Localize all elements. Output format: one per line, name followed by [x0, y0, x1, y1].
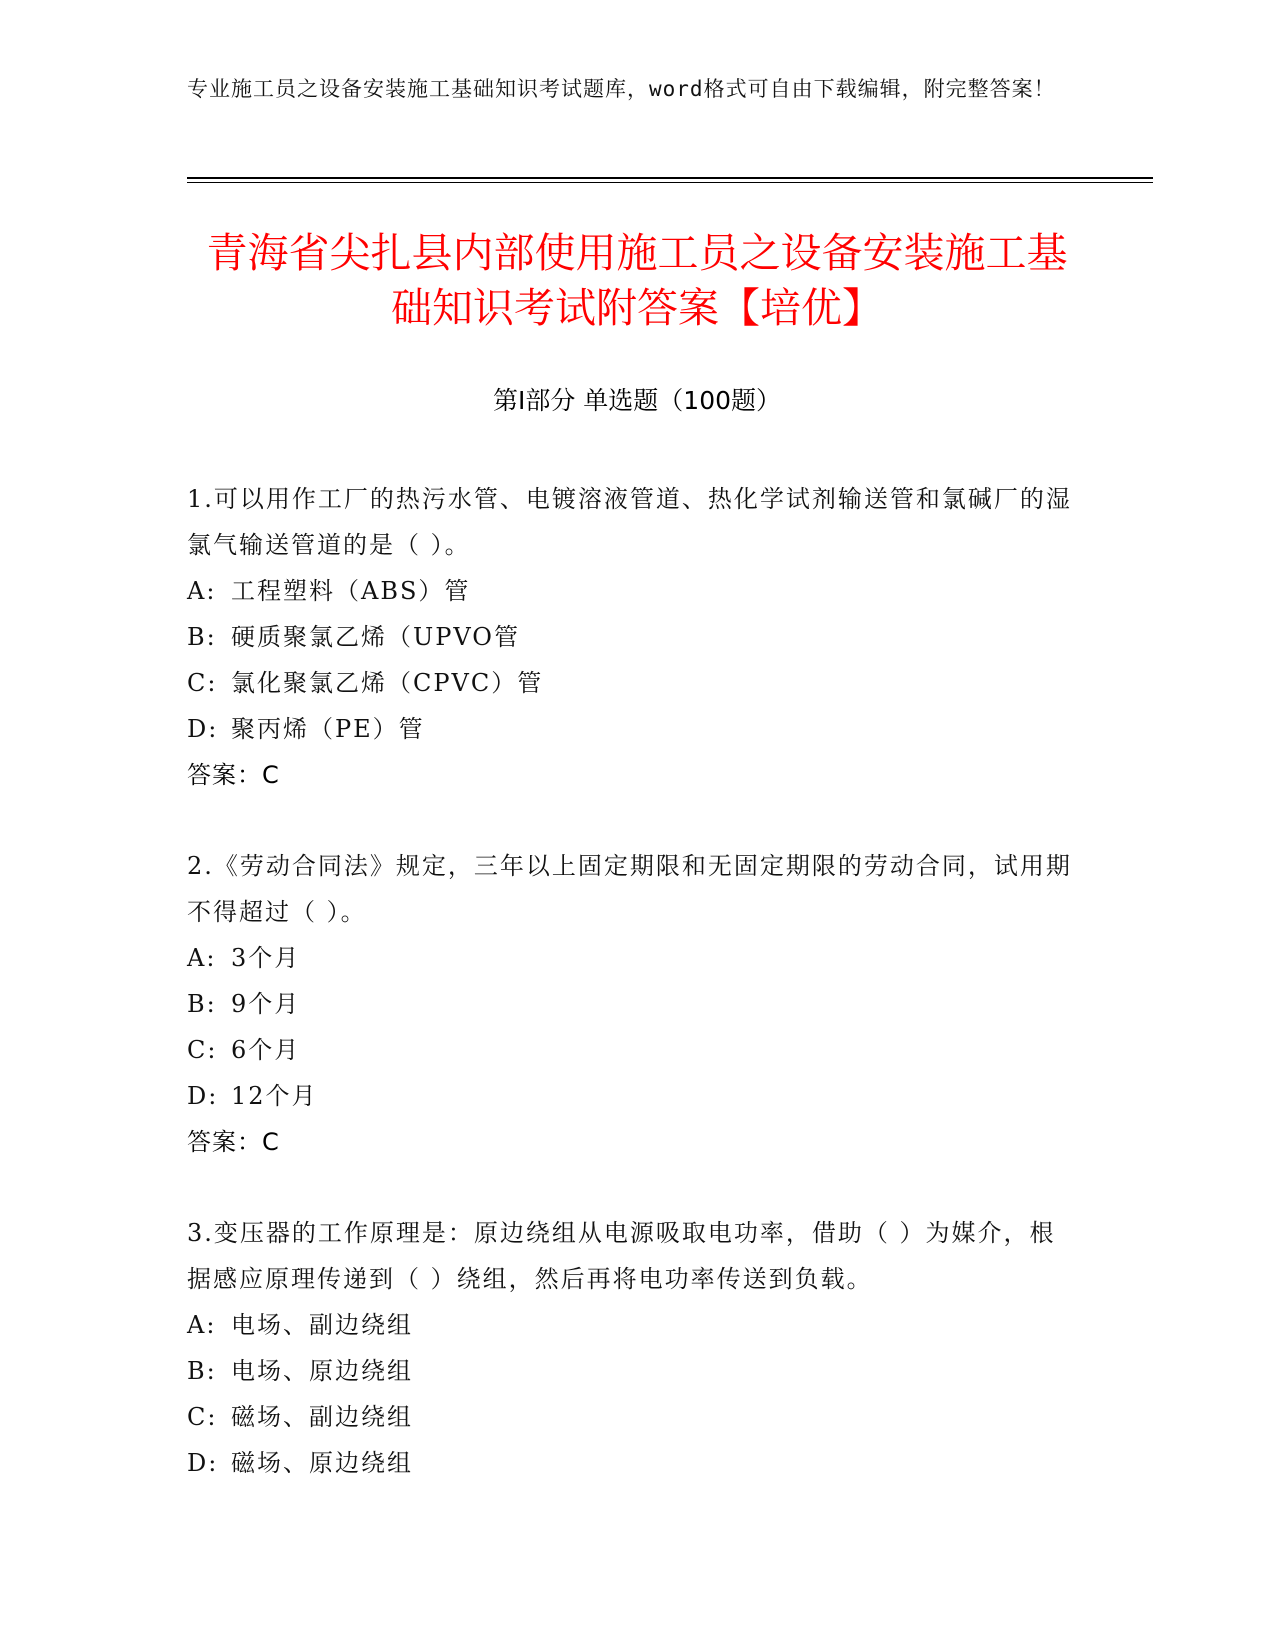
- question-1: [187, 476, 1072, 798]
- option-d: [187, 1073, 1072, 1119]
- answer-line: 答案：C: [187, 761, 280, 789]
- question-stem: 2.《劳动合同法》规定，三年以上固定期限和无固定期限的劳动合同，试用期不得超过（ ）。: [187, 852, 1072, 926]
- option-b: [187, 614, 1072, 660]
- document-title: 青海省尖扎县内部使用施工员之设备安装施工基础知识考试附答案【培优】: [206, 229, 1068, 332]
- header-divider-thin: [187, 182, 1153, 183]
- question-3: [187, 1210, 1072, 1486]
- option-text: 氯化聚氯乙烯（CPVC）管: [231, 669, 544, 697]
- option-text: 磁场、原边绕组: [231, 1449, 413, 1477]
- option-key: D:: [187, 1449, 219, 1477]
- question-stem: 3.变压器的工作原理是：原边绕组从电源吸取电功率，借助（ ）为媒介，根据感应原理传递到（ ）绕组，然后再将电功率传送到负载。: [187, 1219, 1056, 1293]
- option-text: 3个月: [231, 944, 301, 972]
- question-2: [187, 843, 1072, 1165]
- option-key: A:: [187, 1311, 217, 1339]
- answer-line: 答案：C: [187, 1128, 280, 1156]
- option-key: A:: [187, 577, 217, 605]
- option-text: 工程塑料（ABS）管: [231, 577, 471, 605]
- option-a: [187, 935, 1072, 981]
- option-a: [187, 1302, 1072, 1348]
- question-list: [187, 476, 1072, 1531]
- option-key: D:: [187, 715, 219, 743]
- option-text: 6个月: [231, 1036, 301, 1064]
- option-text: 9个月: [231, 990, 301, 1018]
- question-stem: 1.可以用作工厂的热污水管、电镀溶液管道、热化学试剂输送管和氯碱厂的湿氯气输送管道的是（ ）。: [187, 485, 1072, 559]
- option-c: [187, 660, 1072, 706]
- option-b: [187, 981, 1072, 1027]
- option-a: [187, 568, 1072, 614]
- option-key: C:: [187, 669, 218, 697]
- option-d: [187, 1440, 1072, 1486]
- option-key: C:: [187, 1403, 218, 1431]
- option-key: C:: [187, 1036, 218, 1064]
- option-text: 12个月: [231, 1082, 318, 1110]
- option-d: [187, 706, 1072, 752]
- option-c: [187, 1027, 1072, 1073]
- option-key: B:: [187, 623, 217, 651]
- option-text: 磁场、副边绕组: [231, 1403, 413, 1431]
- header-note: 专业施工员之设备安装施工基础知识考试题库，word格式可自由下载编辑，附完整答案！: [187, 77, 1056, 101]
- option-c: [187, 1394, 1072, 1440]
- option-text: 硬质聚氯乙烯（UPVO管: [231, 623, 520, 651]
- option-text: 电场、副边绕组: [231, 1311, 413, 1339]
- option-b: [187, 1348, 1072, 1394]
- option-text: 电场、原边绕组: [231, 1357, 413, 1385]
- section-heading: 第Ⅰ部分 单选题（100题）: [492, 386, 782, 415]
- option-key: B:: [187, 1357, 217, 1385]
- header-divider-thick: [187, 177, 1153, 179]
- option-key: A:: [187, 944, 217, 972]
- option-key: D:: [187, 1082, 219, 1110]
- option-key: B:: [187, 990, 217, 1018]
- option-text: 聚丙烯（PE）管: [231, 715, 425, 743]
